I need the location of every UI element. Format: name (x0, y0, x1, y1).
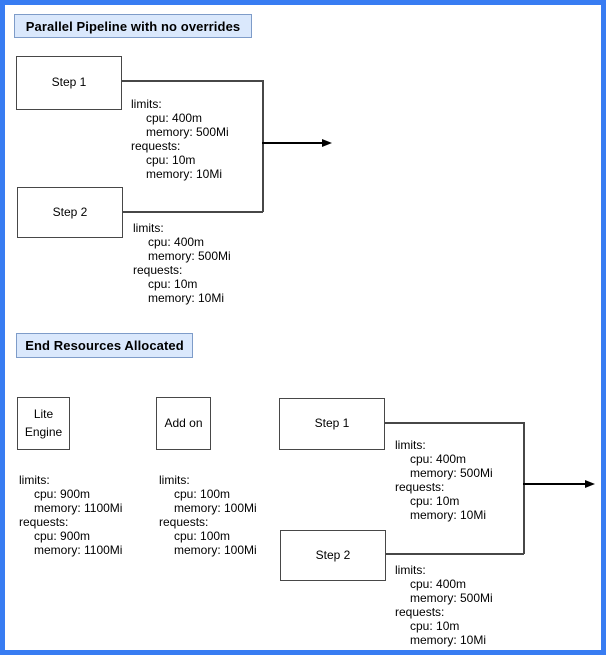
box-lite-engine (17, 397, 70, 450)
resource-line: memory: 10Mi (410, 633, 487, 647)
arrow-line-pipeline (262, 142, 323, 144)
box-step1-result-label: Step 1 (314, 416, 350, 431)
resource-line: limits: (395, 563, 426, 577)
resource-line: cpu: 400m (410, 452, 467, 466)
resource-line: requests: (19, 515, 69, 529)
resource-line: requests: (395, 480, 445, 494)
box-step2-result (280, 530, 386, 581)
resource-line: limits: (19, 473, 50, 487)
connector-step2-pipeline (123, 211, 263, 213)
box-step1-result (279, 398, 385, 450)
box-step2-result-label: Step 2 (315, 547, 351, 562)
resource-line: limits: (159, 473, 190, 487)
resource-line: cpu: 400m (148, 235, 205, 249)
resource-line: cpu: 100m (174, 529, 231, 543)
resource-line: memory: 500Mi (410, 591, 493, 605)
resource-line: cpu: 400m (146, 111, 203, 125)
resource-line: memory: 10Mi (146, 167, 223, 181)
resource-line: memory: 500Mi (410, 466, 493, 480)
connector-vertical-pipeline (262, 80, 264, 212)
resources-step1-pipeline (131, 97, 229, 181)
section1-title (14, 14, 252, 38)
section2-title-label: End Resources Allocated (25, 338, 184, 353)
resource-line: memory: 1100Mi (34, 501, 123, 515)
resource-line: requests: (159, 515, 209, 529)
resources-lite-engine (19, 473, 122, 557)
box-step2-pipeline-label: Step 2 (52, 204, 88, 219)
box-add-on (156, 397, 211, 450)
resource-line: cpu: 10m (410, 494, 460, 508)
resource-line: limits: (395, 438, 426, 452)
resources-step1-result (395, 438, 493, 522)
connector-step1-pipeline (122, 80, 263, 82)
resource-line: requests: (395, 605, 445, 619)
resource-line: cpu: 900m (34, 529, 91, 543)
arrowhead-icon (322, 139, 332, 147)
resource-line: cpu: 10m (148, 277, 198, 291)
resource-line: requests: (131, 139, 181, 153)
connector-step2-result (386, 553, 524, 555)
arrowhead-icon (585, 480, 595, 488)
box-step1-pipeline (16, 56, 122, 110)
arrow-line-result (523, 483, 586, 485)
resource-line: limits: (131, 97, 162, 111)
section1-title-label: Parallel Pipeline with no overrides (25, 18, 241, 34)
resource-line: memory: 10Mi (148, 291, 225, 305)
section2-title (16, 333, 193, 358)
resource-line: limits: (133, 221, 164, 235)
resource-line: memory: 500Mi (148, 249, 231, 263)
resource-line: cpu: 400m (410, 577, 467, 591)
box-add-on-label: Add on (164, 415, 203, 430)
box-step1-pipeline-label: Step 1 (51, 75, 87, 90)
resource-line: memory: 10Mi (410, 508, 487, 522)
resource-line: memory: 1100Mi (34, 543, 123, 557)
resource-line: memory: 500Mi (146, 125, 229, 139)
resources-step2-result (395, 563, 493, 647)
connector-vertical-result (523, 422, 525, 554)
resource-line: cpu: 10m (146, 153, 196, 167)
resource-line: requests: (133, 263, 183, 277)
resource-line: cpu: 10m (410, 619, 460, 633)
connector-step1-result (385, 422, 524, 424)
box-step2-pipeline (17, 187, 123, 238)
resource-line: memory: 100Mi (174, 543, 257, 557)
resources-step2-pipeline (133, 221, 231, 305)
resource-line: memory: 100Mi (174, 501, 257, 515)
resource-line: cpu: 100m (174, 487, 231, 501)
resources-add-on (159, 473, 257, 557)
resource-line: cpu: 900m (34, 487, 91, 501)
box-lite-engine-label: Lite Engine (24, 407, 63, 439)
